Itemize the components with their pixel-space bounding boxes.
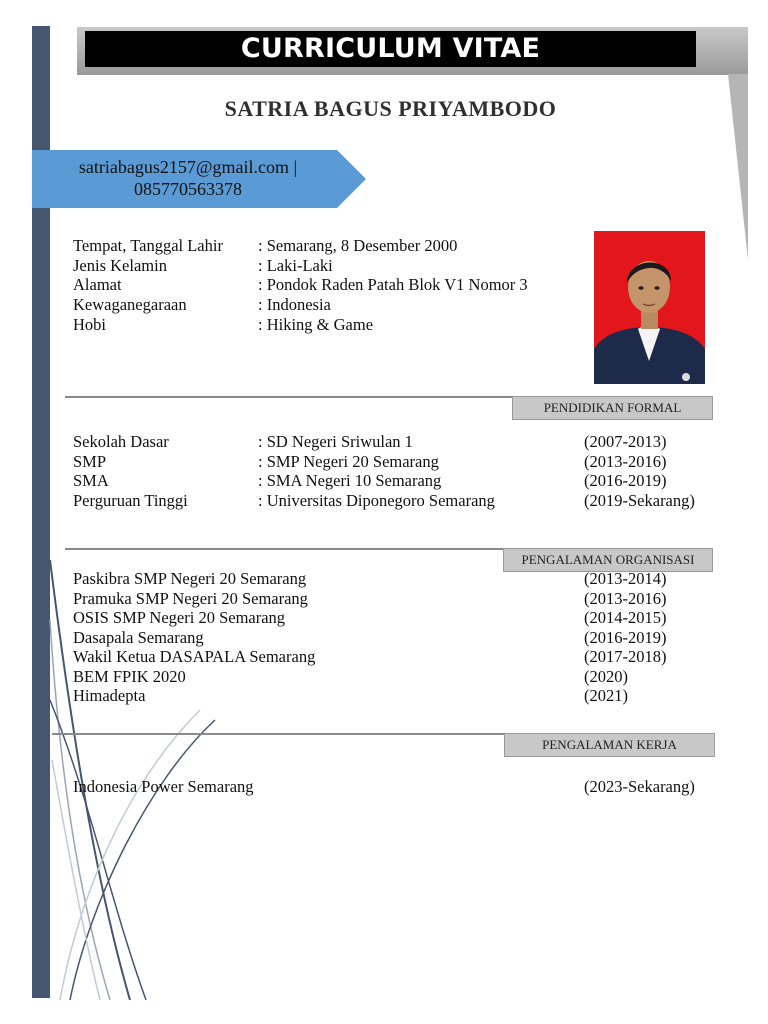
education-school: : Universitas Diponegoro Semarang (258, 491, 495, 510)
organization-years: (2020) (584, 667, 628, 686)
personal-label: Alamat (73, 275, 122, 294)
personal-label: Jenis Kelamin (73, 256, 167, 275)
personal-label: Tempat, Tanggal Lahir (73, 236, 223, 255)
education-years: (2007-2013) (584, 432, 667, 451)
profile-photo (594, 231, 705, 384)
full-name: SATRIA BAGUS PRIYAMBODO (224, 96, 557, 121)
organization-years: (2021) (584, 686, 628, 705)
education-level: SMA (73, 471, 109, 490)
education-school: : SD Negeri Sriwulan 1 (258, 432, 413, 451)
organization-years: (2013-2014) (584, 569, 667, 588)
contact-info (48, 156, 328, 200)
personal-label: Hobi (73, 315, 106, 334)
organization-name: Wakil Ketua DASAPALA Semarang (73, 647, 316, 666)
organization-name: OSIS SMP Negeri 20 Semarang (73, 608, 286, 627)
title-frame-shadow (728, 74, 752, 264)
personal-value: : Indonesia (258, 295, 331, 314)
organization-name: Himadepta (73, 686, 146, 705)
personal-value: : Hiking & Game (258, 315, 374, 334)
education-level: Sekolah Dasar (73, 432, 169, 451)
work-name: Indonesia Power Semarang (73, 777, 254, 796)
work-years: (2023-Sekarang) (584, 777, 695, 796)
education-years: (2013-2016) (584, 452, 667, 471)
education-years: (2016-2019) (584, 471, 667, 490)
contact-phone: 085770563378 (134, 179, 242, 199)
organization-name: BEM FPIK 2020 (73, 667, 186, 686)
organization-name: Paskibra SMP Negeri 20 Semarang (73, 569, 307, 588)
section-divider (65, 548, 503, 550)
organization-years: (2017-2018) (584, 647, 667, 666)
contact-email: satriabagus2157@gmail.com | (78, 157, 298, 177)
section-divider (65, 396, 512, 398)
section-header-education: PENDIDIKAN FORMAL (512, 396, 713, 420)
section-divider (52, 733, 504, 735)
organization-name: Pramuka SMP Negeri 20 Semarang (73, 589, 308, 608)
organization-years: (2014-2015) (584, 608, 667, 627)
personal-value: : Laki-Laki (258, 256, 333, 275)
organization-name: Dasapala Semarang (73, 628, 204, 647)
education-level: Perguruan Tinggi (73, 491, 188, 510)
personal-label: Kewaganegaraan (73, 295, 187, 314)
organization-years: (2016-2019) (584, 628, 667, 647)
section-header-organization: PENGALAMAN ORGANISASI (503, 548, 713, 572)
education-school: : SMA Negeri 10 Semarang (258, 471, 442, 490)
organization-years: (2013-2016) (584, 589, 667, 608)
education-level: SMP (73, 452, 107, 471)
education-years: (2019-Sekarang) (584, 491, 695, 510)
education-school: : SMP Negeri 20 Semarang (258, 452, 439, 471)
page-title: CURRICULUM VITAE (240, 33, 541, 64)
personal-value: : Semarang, 8 Desember 2000 (258, 236, 458, 255)
personal-value: : Pondok Raden Patah Blok V1 Nomor 3 (258, 275, 528, 294)
section-header-work: PENGALAMAN KERJA (504, 733, 715, 757)
